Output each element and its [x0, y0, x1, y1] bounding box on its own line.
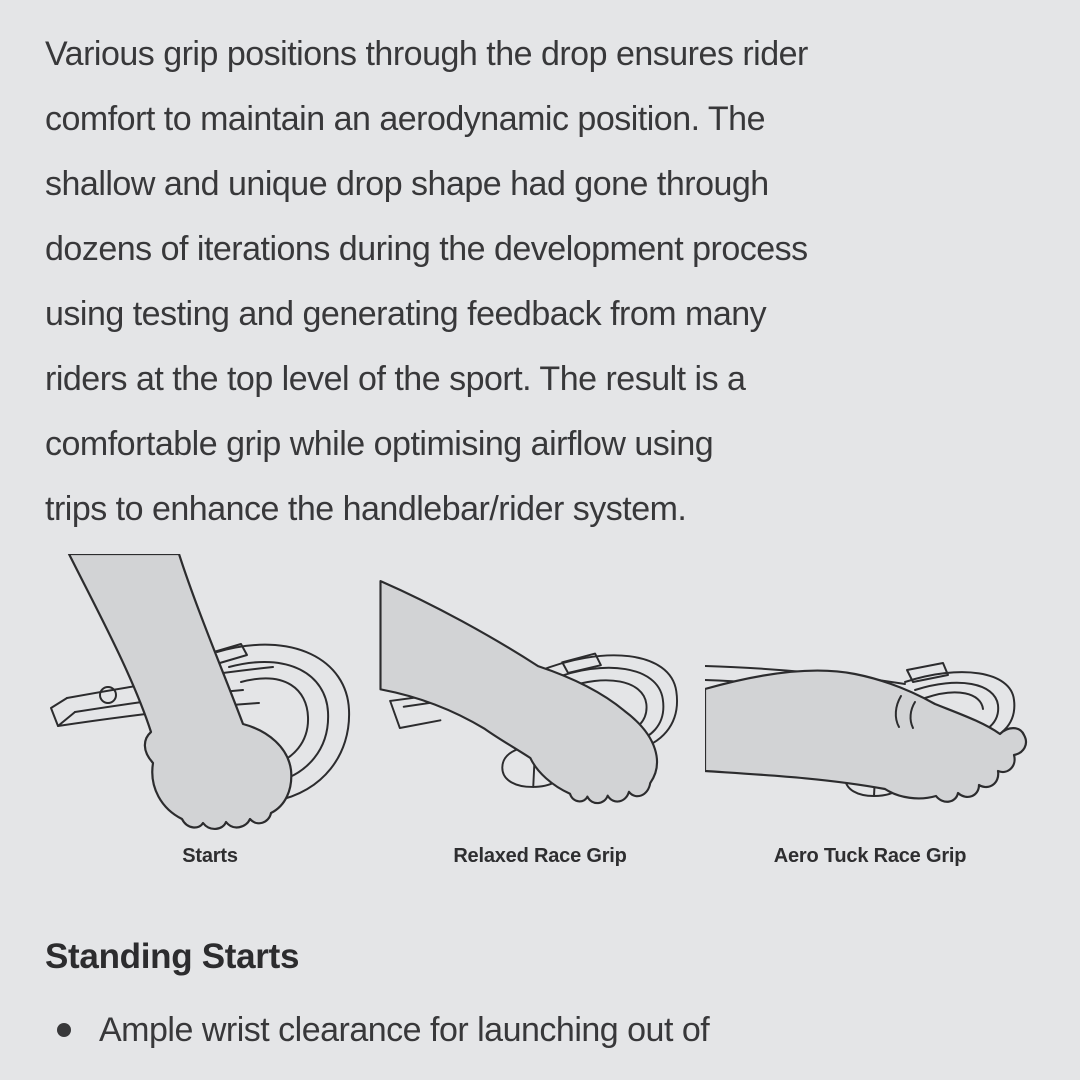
- standing-starts-heading: Standing Starts: [45, 937, 300, 976]
- intro-paragraph: [45, 22, 1035, 542]
- figure-starts: [45, 554, 375, 868]
- paragraph-line: comfort to maintain an aerodynamic position. The: [45, 100, 765, 138]
- figure-caption: Relaxed Race Grip: [453, 845, 627, 867]
- bullet-icon: [57, 1023, 71, 1037]
- list-item: [45, 1010, 1035, 1050]
- figure-caption: Starts: [182, 845, 238, 867]
- figure-aero-tuck-race-grip: [705, 554, 1035, 868]
- figure-relaxed-race-grip: [375, 554, 705, 868]
- aero-tuck-race-grip-illustration: [705, 554, 1035, 844]
- paragraph-line: dozens of iterations during the development process: [45, 230, 808, 268]
- paragraph-line: riders at the top level of the sport. The result is a: [45, 360, 746, 398]
- paragraph-line: Various grip positions through the drop ensures rider: [45, 35, 808, 73]
- relaxed-race-grip-illustration: [375, 554, 705, 844]
- grip-figures-row: [45, 554, 1035, 868]
- paragraph-line: trips to enhance the handlebar/rider system.: [45, 490, 687, 528]
- starts-grip-illustration: [45, 554, 375, 844]
- paragraph-line: shallow and unique drop shape had gone through: [45, 165, 769, 203]
- figure-caption: Aero Tuck Race Grip: [773, 845, 967, 867]
- list-item-text: Ample wrist clearance for launching out of: [99, 1011, 710, 1049]
- paragraph-line: using testing and generating feedback from many: [45, 295, 767, 333]
- paragraph-line: comfortable grip while optimising airflow using: [45, 425, 714, 463]
